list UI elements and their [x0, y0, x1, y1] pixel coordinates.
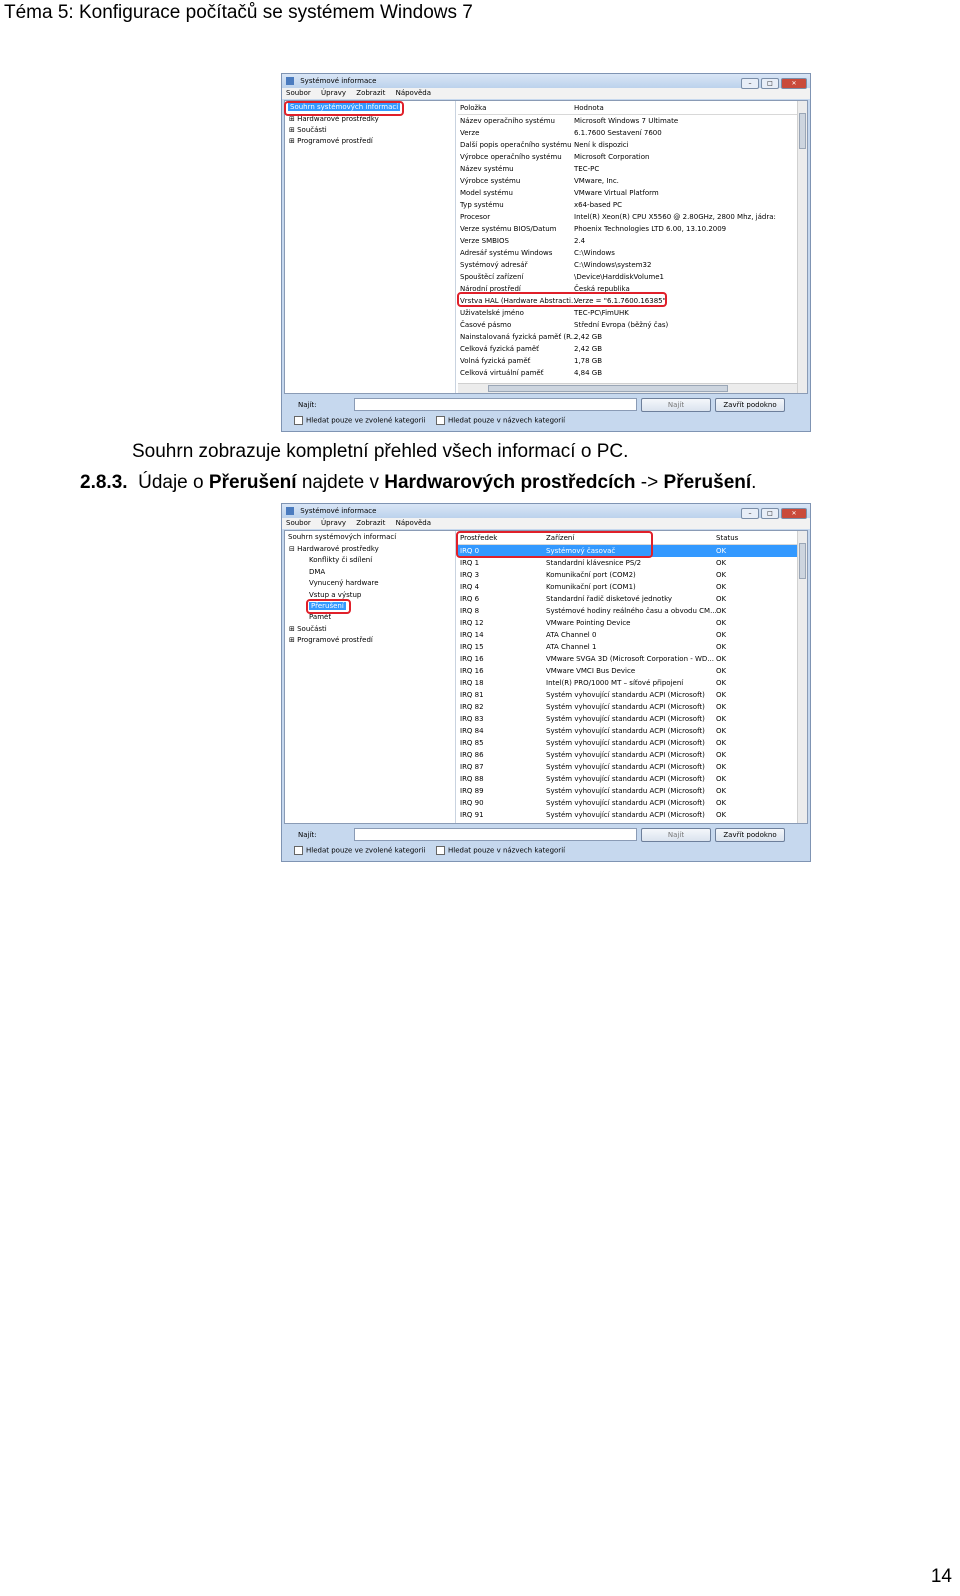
- table-row[interactable]: [458, 271, 797, 283]
- value-cell: VMware Virtual Platform: [574, 189, 659, 197]
- table-row[interactable]: [458, 581, 797, 593]
- maximize-icon[interactable]: □: [761, 508, 779, 519]
- find-button[interactable]: Najít: [641, 398, 711, 412]
- table-row[interactable]: [458, 367, 797, 379]
- resource-cell: IRQ 88: [460, 775, 484, 783]
- close-icon[interactable]: ✕: [781, 78, 807, 89]
- system-info-window-interrupts: [281, 503, 811, 862]
- value-cell: 4,84 GB: [574, 369, 603, 377]
- column-header-device[interactable]: Zařízení: [546, 534, 575, 542]
- table-row[interactable]: [458, 187, 797, 199]
- device-cell: VMware VMCI Bus Device: [546, 667, 636, 675]
- value-cell: \Device\HarddiskVolume1: [574, 273, 664, 281]
- resource-cell: IRQ 16: [460, 667, 484, 675]
- caption: Souhrn zobrazuje kompletní přehled všech informací o PC.: [132, 441, 629, 462]
- column-header-status[interactable]: Status: [716, 534, 739, 542]
- status-cell: OK: [716, 715, 727, 723]
- item-cell: Systémový adresář: [460, 261, 528, 269]
- status-cell: OK: [716, 751, 727, 759]
- resource-cell: IRQ 89: [460, 787, 484, 795]
- status-cell: OK: [716, 667, 727, 675]
- horizontal-scrollbar[interactable]: [458, 383, 797, 393]
- tree-node-memory[interactable]: Paměť: [309, 613, 332, 621]
- device-cell: Systém vyhovující standardu ACPI (Microsoft): [546, 703, 705, 711]
- tree-node-components[interactable]: Součásti: [297, 126, 327, 134]
- resource-cell: IRQ 8: [460, 607, 480, 615]
- tree-node-forced-hardware[interactable]: Vynucený hardware: [309, 579, 379, 587]
- value-cell: x64-based PC: [574, 201, 623, 209]
- find-label: Najít:: [298, 831, 317, 839]
- table-row[interactable]: [458, 593, 797, 605]
- item-cell: Celková virtuální paměť: [460, 369, 544, 377]
- tree-node-software[interactable]: Programové prostředí: [297, 636, 373, 644]
- tree-node-software[interactable]: Programové prostředí: [297, 137, 373, 145]
- status-cell: OK: [716, 559, 727, 567]
- resource-cell: IRQ 90: [460, 799, 484, 807]
- device-cell: Systém vyhovující standardu ACPI (Microsoft): [546, 691, 705, 699]
- table-row[interactable]: [458, 223, 797, 235]
- value-cell: Microsoft Windows 7 Ultimate: [574, 117, 679, 125]
- item-cell: Nainstalovaná fyzická paměť (R...: [460, 333, 578, 341]
- item-cell: Vrstva HAL (Hardware Abstracti...: [460, 297, 578, 305]
- minimize-icon[interactable]: –: [741, 78, 759, 89]
- item-cell: Model systému: [460, 189, 513, 197]
- value-cell: 2,42 GB: [574, 345, 603, 353]
- close-icon[interactable]: ✕: [781, 508, 807, 519]
- tree-node-components[interactable]: Součásti: [297, 625, 327, 633]
- item-cell: Verze systému BIOS/Datum: [460, 225, 557, 233]
- item-cell: Název systému: [460, 165, 514, 173]
- item-cell: Verze SMBIOS: [460, 237, 509, 245]
- resource-cell: IRQ 91: [460, 811, 484, 819]
- table-row[interactable]: [458, 617, 797, 629]
- system-info-window-summary: [281, 73, 811, 432]
- table-row[interactable]: [458, 785, 797, 797]
- table-row[interactable]: [458, 319, 797, 331]
- table-row[interactable]: [458, 605, 797, 617]
- value-cell: 1,78 GB: [574, 357, 603, 365]
- table-row[interactable]: [458, 115, 797, 127]
- tree-node-hardware[interactable]: Hardwarové prostředky: [297, 545, 379, 553]
- menu-edit[interactable]: Úpravy: [321, 519, 347, 527]
- minimize-icon[interactable]: –: [741, 508, 759, 519]
- status-cell: OK: [716, 691, 727, 699]
- item-cell: Další popis operačního systému: [460, 141, 572, 149]
- status-cell: OK: [716, 775, 727, 783]
- table-row[interactable]: [458, 701, 797, 713]
- table-row[interactable]: [458, 127, 797, 139]
- value-cell: Verze = "6.1.7600.16385": [574, 297, 666, 305]
- status-cell: OK: [716, 619, 727, 627]
- resource-cell: IRQ 16: [460, 655, 484, 663]
- highlight-hal: [457, 292, 667, 307]
- page-number: 14: [930, 1566, 952, 1587]
- resource-cell: IRQ 0: [460, 547, 480, 555]
- vertical-scrollbar[interactable]: [797, 101, 807, 393]
- list-header: [458, 102, 797, 115]
- status-cell: OK: [716, 739, 727, 747]
- table-row[interactable]: [458, 749, 797, 761]
- find-button[interactable]: Najít: [641, 828, 711, 842]
- menu-file[interactable]: Soubor: [286, 89, 311, 97]
- vertical-scrollbar[interactable]: [797, 531, 807, 823]
- menu-view[interactable]: Zobrazit: [356, 519, 386, 527]
- page-header: Téma 5: Konfigurace počítačů se systémem Windows 7: [4, 2, 473, 23]
- value-cell: 6.1.7600 Sestavení 7600: [574, 129, 662, 137]
- device-cell: Standardní klávesnice PS/2: [546, 559, 642, 567]
- maximize-icon[interactable]: □: [761, 78, 779, 89]
- close-find-button[interactable]: Zavřít podokno: [715, 398, 785, 412]
- table-row[interactable]: [458, 641, 797, 653]
- item-cell: Verze: [460, 129, 480, 137]
- table-row[interactable]: [458, 307, 797, 319]
- resource-cell: IRQ 12: [460, 619, 484, 627]
- value-cell: Microsoft Corporation: [574, 153, 650, 161]
- table-row[interactable]: [458, 737, 797, 749]
- value-cell: C:\Windows: [574, 249, 615, 257]
- device-cell: ATA Channel 1: [546, 643, 597, 651]
- status-cell: OK: [716, 679, 727, 687]
- value-cell: 2,42 GB: [574, 333, 603, 341]
- resource-cell: IRQ 1: [460, 559, 480, 567]
- resource-cell: IRQ 15: [460, 643, 484, 651]
- table-row[interactable]: [458, 557, 797, 569]
- resource-cell: IRQ 85: [460, 739, 484, 747]
- table-row[interactable]: [458, 677, 797, 689]
- highlight-interrupts-node: [306, 599, 351, 614]
- section-number: 2.8.3.: [80, 472, 128, 493]
- table-row[interactable]: [458, 773, 797, 785]
- device-cell: Systém vyhovující standardu ACPI (Microsoft): [546, 775, 705, 783]
- status-cell: OK: [716, 547, 727, 555]
- find-input[interactable]: [354, 828, 637, 841]
- device-cell: VMware SVGA 3D (Microsoft Corporation - WD...: [546, 655, 714, 663]
- status-cell: OK: [716, 727, 727, 735]
- find-input[interactable]: [354, 398, 637, 411]
- item-cell: Procesor: [460, 213, 491, 221]
- item-cell: Národní prostředí: [460, 285, 521, 293]
- resource-cell: IRQ 81: [460, 691, 484, 699]
- table-row[interactable]: [458, 247, 797, 259]
- resource-cell: IRQ 18: [460, 679, 484, 687]
- tree-node-summary[interactable]: Souhrn systémových informací: [288, 533, 397, 541]
- device-cell: Systém vyhovující standardu ACPI (Microsoft): [546, 739, 705, 747]
- find-bar: [284, 394, 808, 430]
- table-row[interactable]: [458, 355, 797, 367]
- status-cell: OK: [716, 799, 727, 807]
- device-cell: Systém vyhovující standardu ACPI (Microsoft): [546, 763, 705, 771]
- value-cell: Česká republika: [574, 285, 630, 293]
- tree-node-interrupts[interactable]: Přerušení: [311, 602, 344, 610]
- table-row[interactable]: [458, 725, 797, 737]
- menu-bar: [282, 518, 810, 529]
- device-cell: Standardní řadič disketové jednotky: [546, 595, 673, 603]
- tree-node-hardware[interactable]: Hardwarové prostředky: [297, 115, 379, 123]
- menu-bar: [282, 88, 810, 99]
- resource-cell: IRQ 84: [460, 727, 484, 735]
- value-cell: Phoenix Technologies LTD 6.00, 13.10.2009: [574, 225, 727, 233]
- section-heading: 2.8.3. Údaje o Přerušení najdete v Hardwarových prostředcích -> Přerušení.: [80, 472, 757, 493]
- menu-file[interactable]: Soubor: [286, 519, 311, 527]
- resource-cell: IRQ 4: [460, 583, 480, 591]
- table-row[interactable]: [458, 569, 797, 581]
- item-cell: Typ systému: [460, 201, 504, 209]
- menu-edit[interactable]: Úpravy: [321, 89, 347, 97]
- device-cell: Systémový časovač: [546, 547, 616, 555]
- tree-node-summary[interactable]: Souhrn systémových informací: [290, 103, 399, 111]
- device-cell: Komunikační port (COM2): [546, 571, 636, 579]
- menu-view[interactable]: Zobrazit: [356, 89, 386, 97]
- item-cell: Adresář systému Windows: [460, 249, 553, 257]
- search-selected-category-checkbox[interactable]: Hledat pouze ve zvolené kategorii: [294, 416, 425, 425]
- item-cell: Časové pásmo: [460, 321, 512, 329]
- window-title: Systémové informace: [300, 507, 377, 515]
- menu-help[interactable]: Nápověda: [395, 89, 432, 97]
- table-row[interactable]: [458, 139, 797, 151]
- expand-icon[interactable]: ⊞: [289, 115, 298, 123]
- table-row[interactable]: [458, 809, 797, 821]
- status-cell: OK: [716, 643, 727, 651]
- column-header-value[interactable]: Hodnota: [574, 104, 604, 112]
- item-cell: Uživatelské jméno: [460, 309, 524, 317]
- value-cell: VMware, Inc.: [574, 177, 619, 185]
- status-cell: OK: [716, 595, 727, 603]
- device-cell: Systém vyhovující standardu ACPI (Microsoft): [546, 799, 705, 807]
- device-cell: Intel(R) PRO/1000 MT – síťové připojení: [546, 679, 684, 687]
- status-cell: OK: [716, 583, 727, 591]
- table-row[interactable]: [458, 211, 797, 223]
- status-cell: OK: [716, 655, 727, 663]
- value-cell: 2.4: [574, 237, 586, 245]
- tree-node-io[interactable]: Vstup a výstup: [309, 591, 362, 599]
- table-row[interactable]: [458, 689, 797, 701]
- table-row[interactable]: [458, 629, 797, 641]
- item-cell: Spouštěcí zařízení: [460, 273, 524, 281]
- expand-icon[interactable]: ⊞: [289, 636, 298, 644]
- highlight-irq0: [456, 531, 653, 558]
- device-cell: Systém vyhovující standardu ACPI (Microsoft): [546, 727, 705, 735]
- value-cell: Střední Evropa (běžný čas): [574, 321, 669, 329]
- title-bar: [282, 504, 810, 518]
- category-tree: [285, 101, 456, 393]
- collapse-icon[interactable]: ⊟: [289, 545, 298, 553]
- status-cell: OK: [716, 787, 727, 795]
- table-row[interactable]: [458, 163, 797, 175]
- column-header-item[interactable]: Položka: [460, 104, 487, 112]
- value-cell: C:\Windows\system32: [574, 261, 652, 269]
- resource-cell: IRQ 83: [460, 715, 484, 723]
- category-tree: [285, 531, 456, 823]
- find-label: Najít:: [298, 401, 317, 409]
- expand-icon[interactable]: ⊞: [289, 625, 298, 633]
- table-row[interactable]: [458, 797, 797, 809]
- expand-icon[interactable]: ⊞: [289, 126, 298, 134]
- table-row[interactable]: [458, 175, 797, 187]
- status-cell: OK: [716, 571, 727, 579]
- table-row[interactable]: [458, 665, 797, 677]
- window-body: [284, 530, 808, 824]
- table-row[interactable]: [458, 235, 797, 247]
- device-cell: Systém vyhovující standardu ACPI (Microsoft): [546, 715, 705, 723]
- table-row[interactable]: [458, 761, 797, 773]
- system-info-icon: [286, 507, 294, 515]
- system-info-icon: [286, 77, 294, 85]
- resource-cell: IRQ 3: [460, 571, 480, 579]
- resource-cell: IRQ 86: [460, 751, 484, 759]
- column-header-resource[interactable]: Prostředek: [460, 534, 498, 542]
- device-cell: Systémové hodiny reálného času a obvodu CM...: [546, 607, 717, 615]
- status-cell: OK: [716, 703, 727, 711]
- resource-cell: IRQ 87: [460, 763, 484, 771]
- table-row[interactable]: [458, 199, 797, 211]
- window-body: [284, 100, 808, 394]
- table-row[interactable]: [458, 259, 797, 271]
- item-cell: Výrobce operačního systému: [460, 153, 562, 161]
- expand-icon[interactable]: ⊞: [289, 137, 298, 145]
- value-cell: Není k dispozici: [574, 141, 629, 149]
- table-row[interactable]: [458, 331, 797, 343]
- status-cell: OK: [716, 607, 727, 615]
- device-cell: Systém vyhovující standardu ACPI (Microsoft): [546, 811, 705, 819]
- tree-node-conflicts[interactable]: Konflikty či sdílení: [309, 556, 373, 564]
- summary-list: [458, 101, 797, 393]
- table-row[interactable]: [458, 653, 797, 665]
- item-cell: Název operačního systému: [460, 117, 555, 125]
- menu-help[interactable]: Nápověda: [395, 519, 432, 527]
- window-title: Systémové informace: [300, 77, 377, 85]
- tree-node-dma[interactable]: DMA: [309, 568, 326, 576]
- value-cell: TEC-PC\FimUHK: [574, 309, 629, 317]
- device-cell: VMware Pointing Device: [546, 619, 631, 627]
- table-row[interactable]: [458, 151, 797, 163]
- search-category-names-checkbox[interactable]: Hledat pouze v názvech kategorií: [436, 416, 565, 425]
- device-cell: Komunikační port (COM1): [546, 583, 636, 591]
- item-cell: Volná fyzická paměť: [460, 357, 531, 365]
- table-row[interactable]: [458, 713, 797, 725]
- resource-cell: IRQ 14: [460, 631, 484, 639]
- device-cell: ATA Channel 0: [546, 631, 597, 639]
- interrupts-list: [458, 531, 797, 823]
- device-cell: Systém vyhovující standardu ACPI (Microsoft): [546, 787, 705, 795]
- highlight-summary: [284, 101, 404, 116]
- item-cell: Výrobce systému: [460, 177, 521, 185]
- status-cell: OK: [716, 763, 727, 771]
- close-find-button[interactable]: Zavřít podokno: [715, 828, 785, 842]
- resource-cell: IRQ 6: [460, 595, 480, 603]
- item-cell: Celková fyzická paměť: [460, 345, 539, 353]
- search-selected-category-checkbox[interactable]: Hledat pouze ve zvolené kategorii: [294, 846, 425, 855]
- device-cell: Systém vyhovující standardu ACPI (Microsoft): [546, 751, 705, 759]
- status-cell: OK: [716, 811, 727, 819]
- search-category-names-checkbox[interactable]: Hledat pouze v názvech kategorií: [436, 846, 565, 855]
- table-row[interactable]: [458, 343, 797, 355]
- value-cell: Intel(R) Xeon(R) CPU X5560 @ 2.80GHz, 2800 Mhz, jádra:: [574, 213, 776, 221]
- value-cell: TEC-PC: [574, 165, 600, 173]
- title-bar: [282, 74, 810, 88]
- status-cell: OK: [716, 631, 727, 639]
- find-bar: [284, 824, 808, 860]
- resource-cell: IRQ 82: [460, 703, 484, 711]
